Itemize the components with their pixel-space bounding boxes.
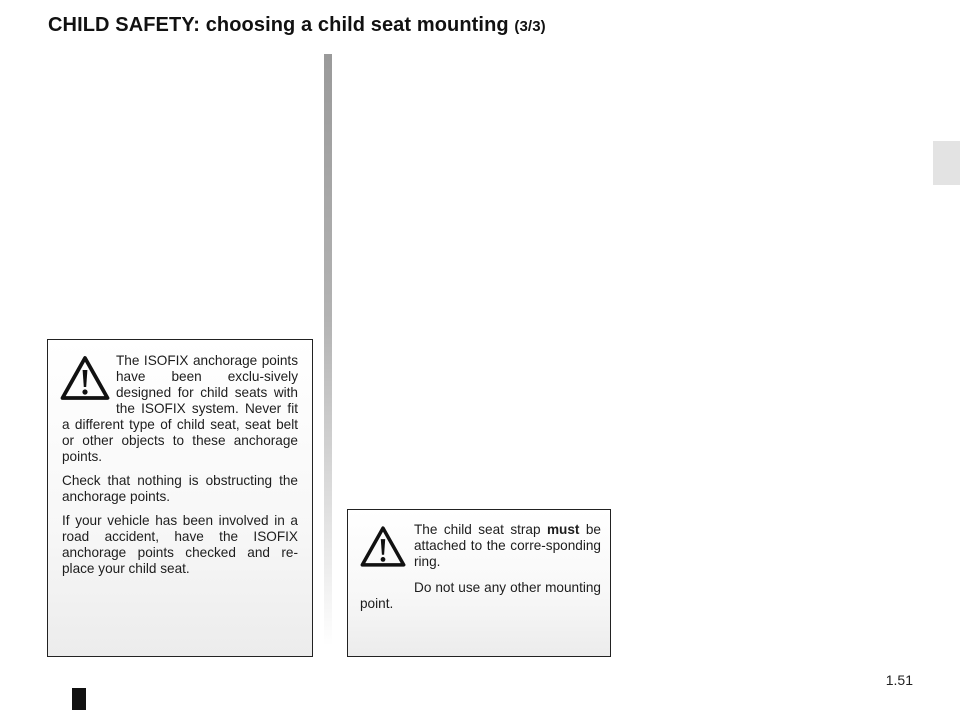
strap-text-start: The child seat strap bbox=[414, 522, 547, 537]
crop-mark bbox=[72, 688, 86, 710]
chapter-thumb-tab bbox=[933, 141, 960, 185]
warning-triangle-icon bbox=[60, 355, 110, 401]
warning-paragraph: The ISOFIX anchorage points have been exclu-sively designed for child seats with the ISOFIX system. Never fit a different type of child seat, seat belt or other objects to these anchorage points. bbox=[62, 353, 298, 464]
warning-triangle-icon bbox=[360, 525, 406, 568]
warning-paragraph: Do not use any other mounting point. bbox=[360, 580, 601, 611]
warning-paragraph: Check that nothing is obstructing the anchorage points. bbox=[62, 473, 298, 504]
strap-warning-box bbox=[347, 509, 611, 657]
title-part-indicator: (3/3) bbox=[514, 18, 546, 35]
isofix-warning-box bbox=[47, 339, 313, 657]
page-number: 1.51 bbox=[885, 672, 913, 688]
page-title bbox=[48, 14, 546, 37]
strap-text-end: be attached to the corre-sponding ring. bbox=[414, 522, 601, 569]
emphasis-must: must bbox=[546, 522, 580, 537]
warning-paragraph: If your vehicle has been involved in a road accident, have the ISOFIX anchorage points checked and re-place your child seat. bbox=[62, 513, 298, 576]
title-text: CHILD SAFETY: choosing a child seat mounting bbox=[48, 14, 509, 36]
column-divider bbox=[324, 54, 332, 646]
